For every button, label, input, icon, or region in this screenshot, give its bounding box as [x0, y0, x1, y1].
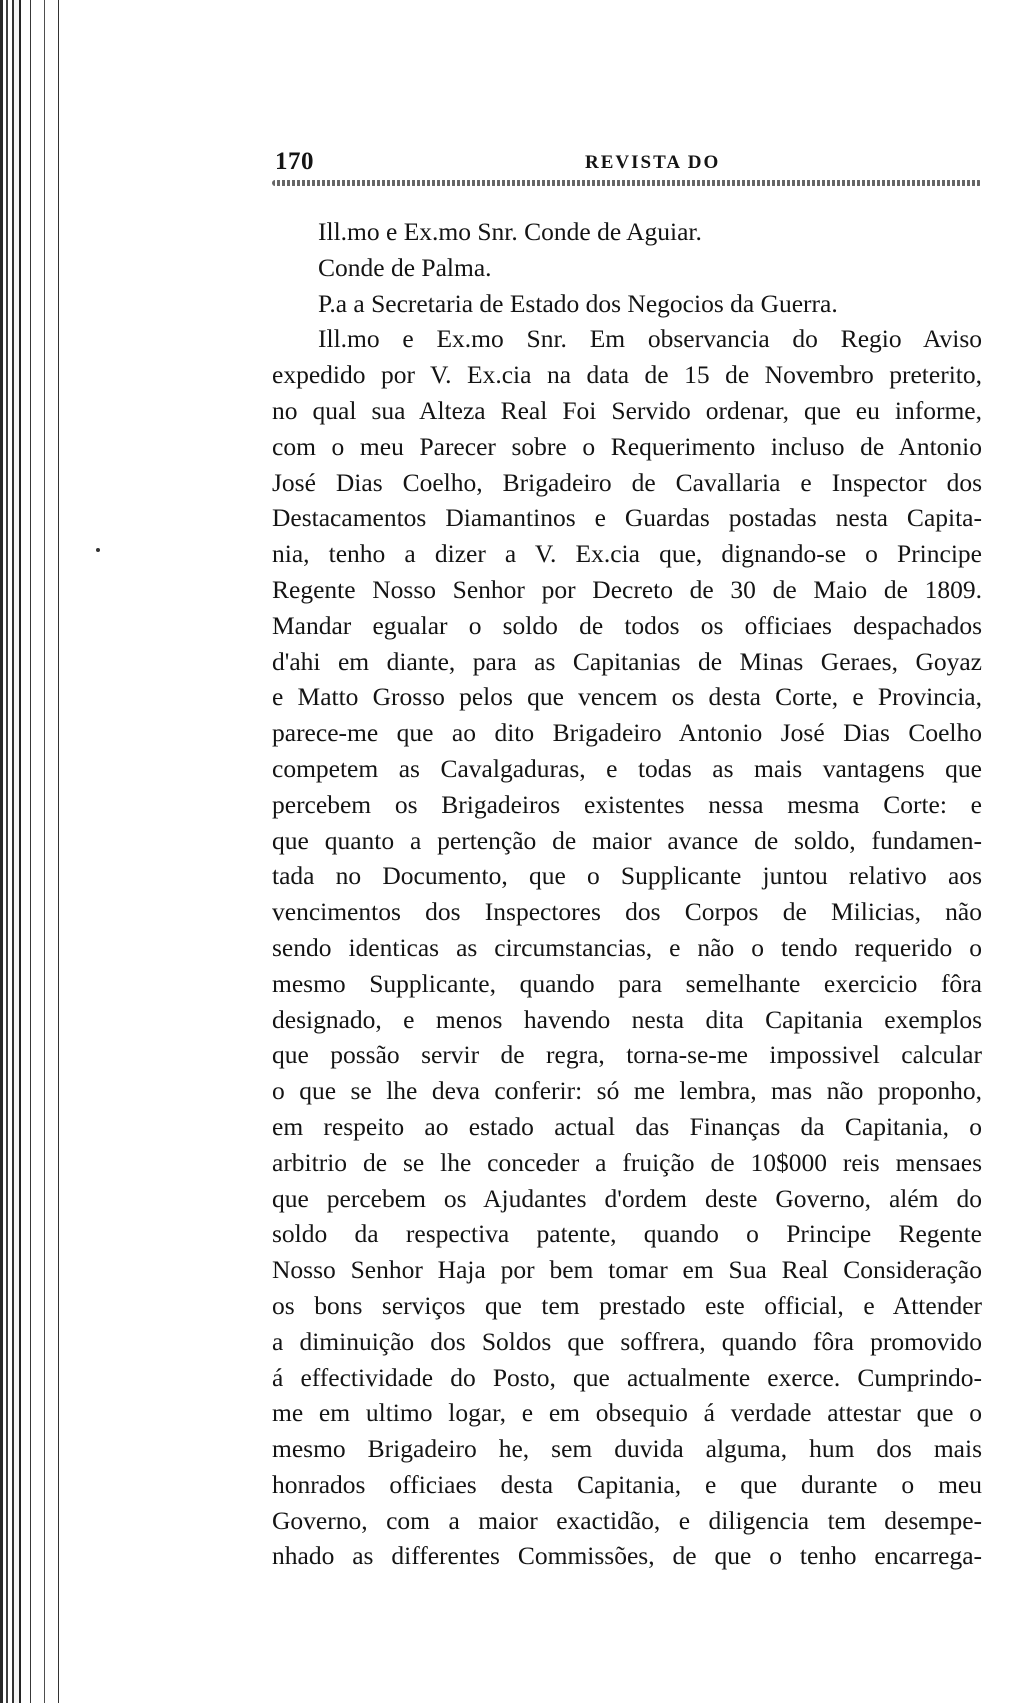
text-line: que possão servir de regra, torna-se-me impossivel calcular	[272, 1040, 982, 1070]
book-binding-edge	[0, 0, 68, 1703]
text-line: em respeito ao estado actual das Finanças da Capitania, o	[272, 1111, 982, 1141]
text-line: que quanto a pertenção de maior avance de soldo, fundamen-	[272, 825, 982, 855]
text-line: tada no Documento, que o Supplicante juntou relativo aos	[272, 861, 982, 891]
text-line: vencimentos dos Inspectores dos Corpos de Milicias, não	[272, 897, 982, 927]
text-line: e Matto Grosso pelos que vencem os desta Corte, e Provincia,	[272, 682, 982, 712]
text-line: designado, e menos havendo nesta dita Capitania exemplos	[272, 1004, 982, 1034]
text-line: José Dias Coelho, Brigadeiro de Cavallaria e Inspector dos	[272, 467, 982, 497]
text-line: arbitrio de se lhe conceder a fruição de 10$000 reis mensaes	[272, 1147, 982, 1177]
running-head	[275, 148, 975, 182]
text-line: competem as Cavalgaduras, e todas as mais vantagens que	[272, 753, 982, 783]
text-line: Governo, com a maior exactidão, e diligencia tem desempe-	[272, 1505, 982, 1535]
text-line: honrados officiaes desta Capitania, e que durante o meu	[272, 1469, 982, 1499]
text-line: nia, tenho a dizer a V. Ex.cia que, dignando-se o Principe	[272, 539, 982, 569]
text-line: Destacamentos Diamantinos e Guardas postadas nesta Capita-	[272, 503, 982, 533]
text-line: parece-me que ao dito Brigadeiro Antonio José Dias Coelho	[272, 718, 982, 748]
ink-speck	[96, 548, 100, 552]
text-line: a diminuição dos Soldos que soffrera, quando fôra promovido	[272, 1326, 982, 1356]
text-line: soldo da respectiva patente, quando o Principe Regente	[272, 1219, 982, 1249]
text-line: Regente Nosso Senhor por Decreto de 30 de Maio de 1809.	[272, 574, 982, 604]
text-line: no qual sua Alteza Real Foi Servido ordenar, que eu informe,	[272, 395, 982, 425]
letter-body	[272, 214, 982, 1574]
text-line: mesmo Supplicante, quando para semelhante exercicio fôra	[272, 968, 982, 998]
text-line: sendo identicas as circumstancias, e não o tendo requerido o	[272, 932, 982, 962]
text-line: Ill.mo e Ex.mo Snr. Em observancia do Regio Aviso	[318, 324, 982, 354]
text-line: que percebem os Ajudantes d'ordem deste Governo, além do	[272, 1183, 982, 1213]
text-line: nhado as differentes Commissões, de que o tenho encarrega-	[272, 1541, 982, 1571]
text-line: com o meu Parecer sobre o Requerimento incluso de Antonio	[272, 431, 982, 461]
text-line: o que se lhe deva conferir: só me lembra, mas não proponho,	[272, 1076, 982, 1106]
text-line: Ill.mo e Ex.mo Snr. Conde de Aguiar.	[318, 217, 702, 246]
text-line: os bons serviços que tem prestado este official, e Attender	[272, 1290, 982, 1320]
text-line: Conde de Palma.	[318, 252, 492, 282]
text-line: á effectividade do Posto, que actualmente exerce. Cumprindo-	[272, 1362, 982, 1392]
page-number: 170	[275, 148, 314, 175]
text-line: Nosso Senhor Haja por bem tomar em Sua Real Consideração	[272, 1255, 982, 1285]
text-line: me em ultimo logar, e em obsequio á verdade attestar que o	[272, 1398, 982, 1428]
header-rule	[272, 180, 982, 186]
text-line: d'ahi em diante, para as Capitanias de Minas Geraes, Goyaz	[272, 646, 982, 676]
text-line: P.a a Secretaria de Estado dos Negocios da Guerra.	[318, 288, 838, 318]
text-line: Mandar egualar o soldo de todos os officiaes despachados	[272, 610, 982, 640]
text-line: mesmo Brigadeiro he, sem duvida alguma, hum dos mais	[272, 1434, 982, 1464]
text-line: percebem os Brigadeiros existentes nessa mesma Corte: e	[272, 789, 982, 819]
text-line: expedido por V. Ex.cia na data de 15 de Novembro preterito,	[272, 360, 982, 390]
journal-title: REVISTA DO	[585, 152, 721, 173]
